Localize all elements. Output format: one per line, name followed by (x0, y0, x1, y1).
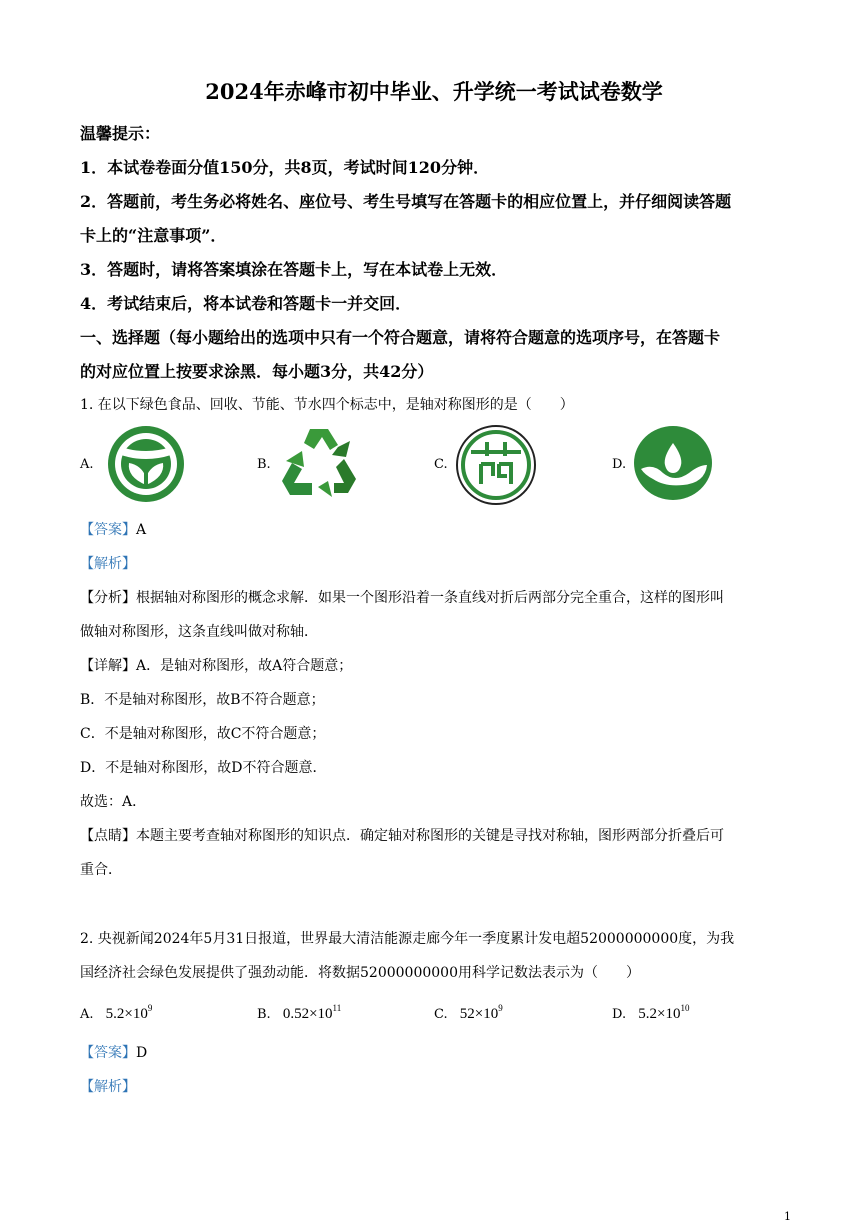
recycle-logo-icon (280, 425, 358, 499)
tip-item: 1．本试卷卷面分值150分，共8页，考试时间120分钟． (80, 158, 490, 177)
water-saving-logo-icon (633, 425, 713, 501)
fenxi-tag: 【分析】 (80, 590, 136, 606)
answer-value: A (136, 522, 147, 538)
q1-detail-line: C．不是轴对称图形，故C不符合题意； (80, 726, 326, 742)
option-label: C. (434, 1007, 448, 1022)
q1-dianjing (80, 825, 724, 845)
q2-option-a (80, 1003, 152, 1023)
option-value: $5.2\times 10^9$ (105, 1003, 153, 1022)
page-number: 1 (784, 1210, 791, 1223)
section-heading-cont: 的对应位置上按要求涂黑．每小题3分，共42分） (80, 362, 434, 381)
option-label: A. (80, 1007, 94, 1022)
q1-detail-line: D．不是轴对称图形，故D不符合题意． (80, 760, 327, 776)
option-label: B. (257, 1007, 271, 1022)
answer-tag: 【答案】 (80, 1045, 136, 1061)
green-food-logo-icon (107, 425, 185, 503)
q1-answer (80, 519, 146, 539)
dianjing-text: 本题主要考查轴对称图形的知识点．确定轴对称图形的关键是寻找对称轴，图形两部分折叠后可 (136, 828, 724, 844)
q2-stem: 2. 央视新闻2024年5月31日报道，世界最大清洁能源走廊今年一季度累计发电超52000000000度，为我 (80, 931, 735, 947)
q2-stem-cont: 国经济社会绿色发展提供了强劲动能．将数据52000000000用科学记数法表示为（ ） (80, 965, 640, 981)
q1-option-a-label: A. (80, 457, 94, 472)
fenxi-text: 根据轴对称图形的概念求解．如果一个图形沿着一条直线对折后两部分完全重合，这样的图形叫 (136, 590, 724, 606)
energy-saving-logo-icon (455, 424, 537, 506)
tip-item: 4．考试结束后，将本试卷和答题卡一并交回． (80, 294, 412, 313)
tips-heading: 温馨提示： (80, 124, 161, 143)
option-value: $52\times 10^9$ (459, 1003, 503, 1022)
q1-dianjing-cont: 重合． (80, 862, 122, 878)
answer-tag: 【答案】 (80, 522, 136, 538)
q1-analysis-tag: 【解析】 (80, 556, 136, 572)
q2-option-c (434, 1003, 503, 1023)
xiangjie-tag: 【详解】 (80, 658, 136, 674)
q2-option-b (257, 1003, 341, 1023)
q1-option-d-label: D. (612, 457, 627, 472)
tip-item: 3．答题时，请将答案填涂在答题卡上，写在本试卷上无效． (80, 260, 508, 279)
q1-option-c-label: C. (434, 457, 448, 472)
option-value: $0.52\times 10^{11}$ (282, 1003, 342, 1022)
q1-xiangjie (80, 655, 352, 675)
xiangjie-text: A．是轴对称图形，故A符合题意； (136, 658, 353, 674)
dianjing-tag: 【点睛】 (80, 828, 136, 844)
page-title: 2024年赤峰市初中毕业、升学统一考试试卷数学 (205, 79, 663, 104)
q2-analysis-tag: 【解析】 (80, 1079, 136, 1095)
q1-stem: 1. 在以下绿色食品、回收、节能、节水四个标志中，是轴对称图形的是（ ） (80, 397, 574, 413)
q1-detail-line: B．不是轴对称图形，故B不符合题意； (80, 692, 325, 708)
q2-answer (80, 1042, 147, 1062)
option-value: $5.2\times 10^{10}$ (638, 1003, 690, 1022)
tip-item: 卡上的“注意事项”． (80, 226, 227, 245)
q2-option-d (612, 1003, 689, 1023)
tip-item: 2．答题前，考生务必将姓名、座位号、考生号填写在答题卡的相应位置上，并仔细阅读答题 (80, 192, 732, 211)
q1-option-b-label: B. (257, 457, 271, 472)
section-heading: 一、选择题（每小题给出的选项中只有一个符合题意，请将符合题意的选项序号，在答题卡 (80, 328, 721, 347)
answer-value: D (136, 1045, 148, 1061)
q1-fenxi (80, 587, 724, 607)
option-label: D. (612, 1007, 627, 1022)
q1-fenxi-cont: 做轴对称图形，这条直线叫做对称轴． (80, 624, 318, 640)
q1-choose: 故选：A． (80, 794, 147, 810)
